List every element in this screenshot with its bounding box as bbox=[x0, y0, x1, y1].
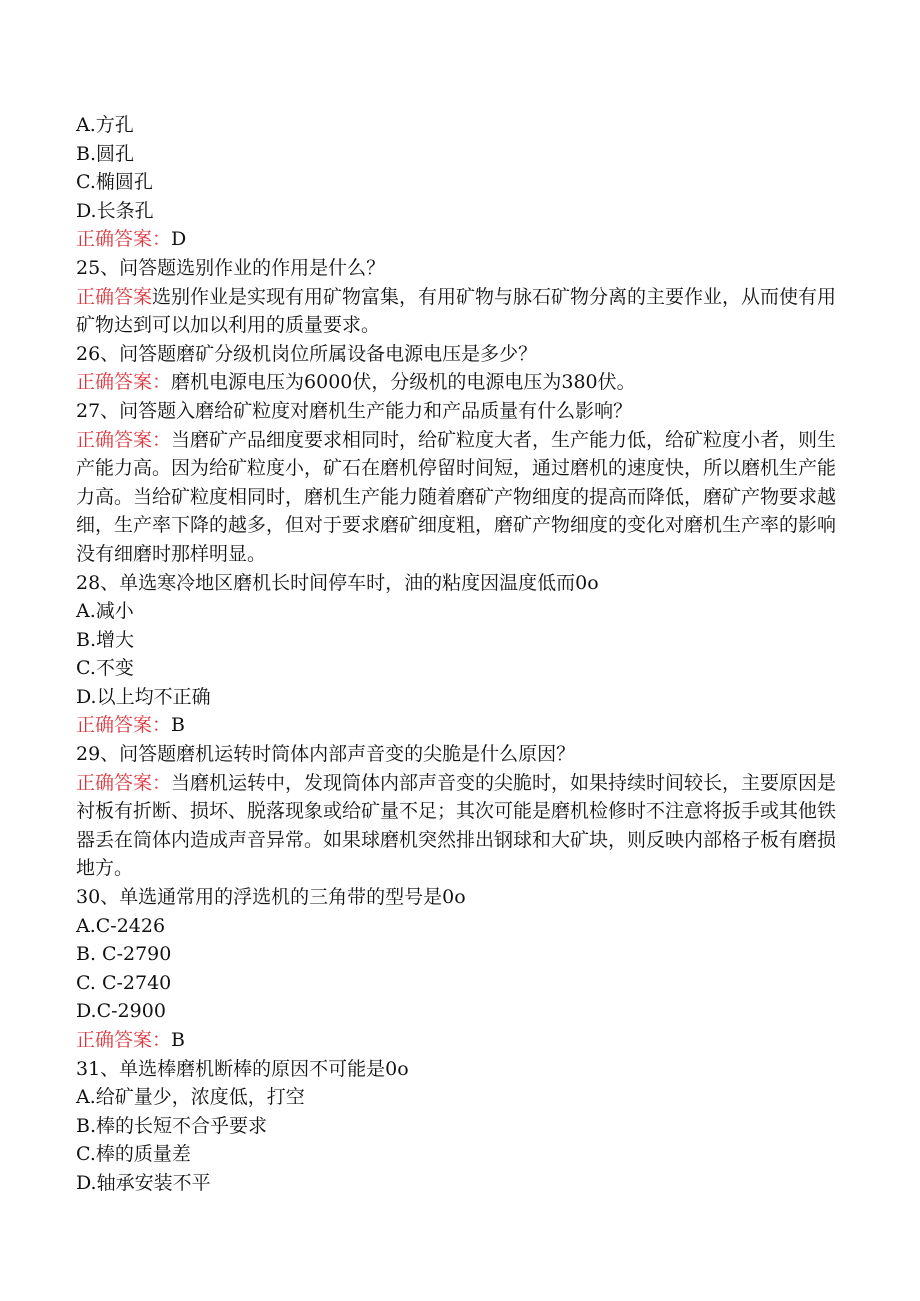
answer-label: 正确答案： bbox=[76, 371, 172, 394]
option-line: B. C-2790 bbox=[76, 943, 172, 966]
option-line: C. C-2740 bbox=[76, 971, 172, 994]
option-line: D.长条孔 bbox=[76, 199, 154, 222]
question-line: 28、单选寒冷地区磨机长时间停车时，油的粘度因温度低而0o bbox=[76, 571, 599, 594]
option-line: A.C-2426 bbox=[76, 914, 166, 937]
answer-label: 正确答案： bbox=[76, 228, 172, 251]
question-line: 29、问答题磨机运转时筒体内部声音变的尖脆是什么原因？ bbox=[76, 743, 576, 766]
answer-label: 正确答案 bbox=[76, 285, 153, 308]
answer-line bbox=[76, 283, 846, 340]
option-line: D.轴承安装不平 bbox=[76, 1171, 211, 1194]
option-line: C.不变 bbox=[76, 657, 134, 680]
answer-text: D bbox=[171, 228, 187, 251]
answer-line bbox=[76, 711, 846, 740]
answer-text: 磨机电源电压为6000伏，分级机的电源电压为380伏。 bbox=[171, 371, 636, 394]
answer-line bbox=[76, 426, 846, 569]
option-line: A.给矿量少，浓度低，打空 bbox=[76, 1086, 305, 1109]
answer-text: 当磨机运转中，发现筒体内部声音变的尖脆时，如果持续时间较长，主要原因是衬板有折断、损坏、脱落现象或给矿量不足；其次可能是磨机检修时不注意将扳手或其他铁器丢在筒体内造成声音异常。如果球磨机突然排出钢球和大矿块，则反映内部格子板有磨损地方。 bbox=[76, 771, 837, 880]
option-line: C.椭圆孔 bbox=[76, 171, 153, 194]
question-line: 27、问答题入磨给矿粒度对磨机生产能力和产品质量有什么影响？ bbox=[76, 399, 633, 422]
option-line: A.方孔 bbox=[76, 114, 134, 136]
answer-text: B bbox=[171, 714, 185, 737]
answer-label: 正确答案： bbox=[76, 771, 172, 794]
answer-label: 正确答案： bbox=[76, 428, 172, 451]
option-line: B.圆孔 bbox=[76, 142, 135, 165]
option-line: A.减小 bbox=[76, 600, 134, 623]
answer-label: 正确答案： bbox=[76, 1029, 172, 1051]
answer-line bbox=[76, 1026, 846, 1055]
option-line: B.增大 bbox=[76, 628, 135, 651]
question-line: 30、单选通常用的浮选机的三角带的型号是0o bbox=[76, 886, 466, 909]
question-line: 25、问答题选别作业的作用是什么？ bbox=[76, 256, 386, 279]
answer-label: 正确答案： bbox=[76, 714, 172, 737]
answer-text: B bbox=[171, 1029, 185, 1051]
answer-line bbox=[76, 225, 846, 254]
question-line: 26、问答题磨矿分级机岗位所属设备电源电压是多少？ bbox=[76, 342, 538, 365]
answer-text: 当磨矿产品细度要求相同时，给矿粒度大者，生产能力低，给矿粒度小者，则生产能力高。因为给矿粒度小，矿石在磨机停留时间短，通过磨机的速度快，所以磨机生产能力高。当给矿粒度相同时，磨机生产能力随着磨矿产物细度的提高而降低，磨矿产物要求越细，生产率下降的越多，但对于要求磨矿细度粗，磨矿产物细度的变化对磨机生产率的影响没有细磨时那样明显。 bbox=[76, 428, 837, 565]
option-line: D.C-2900 bbox=[76, 1000, 166, 1023]
question-line: 31、单选棒磨机断棒的原因不可能是0o bbox=[76, 1057, 409, 1080]
option-line: C.棒的质量差 bbox=[76, 1143, 191, 1166]
document-page bbox=[76, 111, 846, 1198]
answer-line bbox=[76, 769, 846, 883]
option-line: D.以上均不正确 bbox=[76, 685, 211, 708]
answer-text: 选别作业是实现有用矿物富集，有用矿物与脉石矿物分离的主要作业，从而使有用矿物达到可以加以利用的质量要求。 bbox=[76, 285, 837, 337]
option-line: B.棒的长短不合乎要求 bbox=[76, 1114, 268, 1137]
answer-line bbox=[76, 368, 846, 397]
